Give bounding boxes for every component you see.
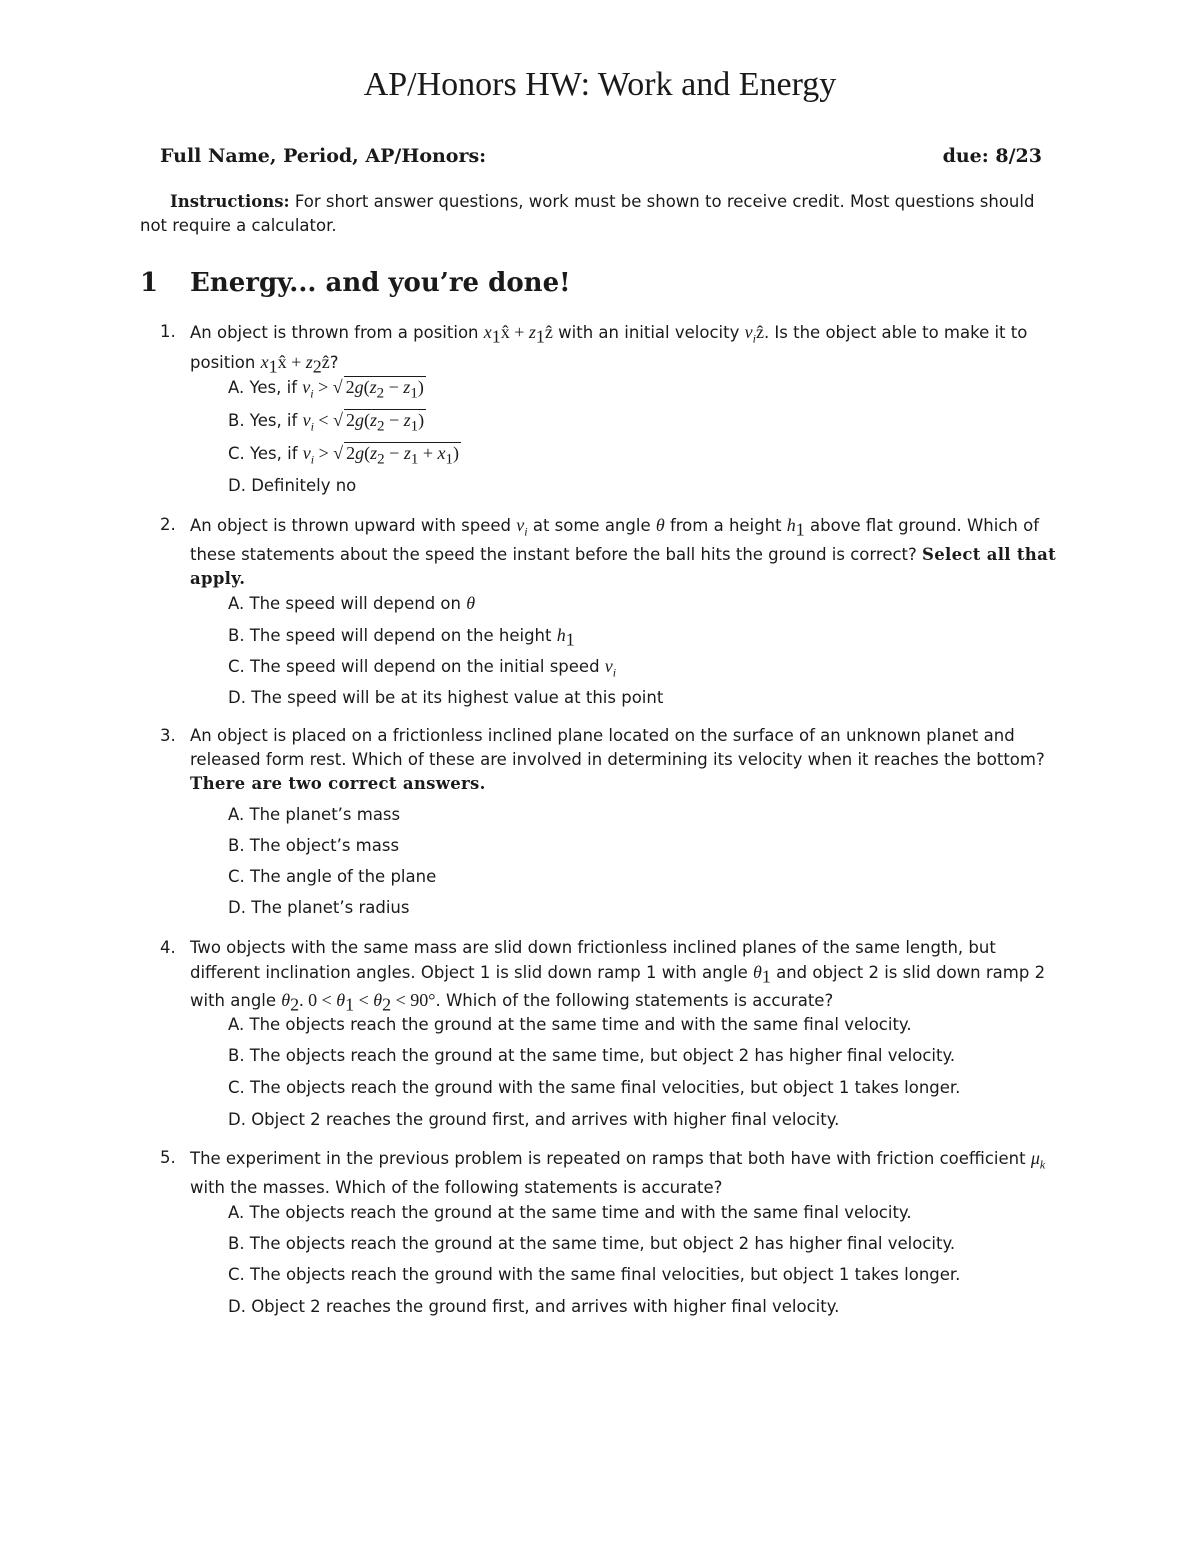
option-4b: B. The objects reach the ground at the same time, but object 2 has higher final velocity. — [228, 1046, 956, 1065]
option-5d: D. Object 2 reaches the ground first, and arrives with higher final velocity. — [228, 1297, 840, 1316]
instructions-label: Instructions: — [170, 192, 290, 211]
option-2d: D. The speed will be at its highest value at this point — [228, 688, 664, 707]
option-2c: C. The speed will depend on the initial speed $v_i$ — [228, 656, 617, 680]
option-4d: D. Object 2 reaches the ground first, and arrives with higher final velocity. — [228, 1110, 840, 1129]
question-1 — [160, 320, 1060, 379]
question-number: 1. — [160, 322, 176, 341]
due-label: due: 8/23 — [942, 145, 1042, 167]
option-5a: A. The objects reach the ground at the same time and with the same final velocity. — [228, 1203, 912, 1222]
option-3a: A. The planet’s mass — [228, 805, 401, 824]
option-3d: D. The planet’s radius — [228, 898, 410, 917]
option-1a: A. Yes, if $v_i$ > √ $2g(z_2 - z_1)$ — [228, 377, 424, 402]
option-3c: C. The angle of the plane — [228, 867, 437, 886]
option-2b: B. The speed will depend on the height $h_1$ — [228, 625, 575, 650]
question-text: An object is placed on a frictionless inclined plane located on the surface of an unknown planet and released form rest. Which of these are involved in determining its velocity when it reaches the bottom? There are two correct answers. — [190, 726, 1045, 793]
section-title: Energy... and you’re done! — [190, 268, 571, 298]
question-number: 3. — [160, 726, 176, 745]
question-5 — [160, 1146, 1060, 1200]
question-2 — [160, 513, 1060, 591]
option-4a: A. The objects reach the ground at the same time and with the same final velocity. — [228, 1015, 912, 1034]
option-1b: B. Yes, if $v_i$ < √ $2g(z_2 - z_1)$ — [228, 410, 425, 435]
question-number: 2. — [160, 515, 176, 534]
instructions-text: For short answer questions, work must be shown to receive credit. Most questions should not require a calculator. — [140, 192, 1035, 235]
question-text: An object is thrown from a position $x_1x̂$ + $z_1ẑ$ with an initial velocity $v_iẑ$. Is the object able to make it to position $x_1x̂$ + $z_2ẑ$? — [190, 322, 1028, 377]
question-text: The experiment in the previous problem is repeated on ramps that both have with friction coefficient $\mu_k$ with the masses. Which of the following statements is accurate? — [190, 1148, 1046, 1198]
question-text: An object is thrown upward with speed $v_i$ at some angle θ from a height $h_1$ above flat ground. Which of these statements about the speed the instant before the ball hits the ground is correct? Select all that apply. — [190, 515, 1057, 589]
option-1c: C. Yes, if $v_i$ > √ $2g(z_2 - z_1 + x_1)$ — [228, 443, 459, 468]
question-4 — [160, 936, 1060, 1017]
question-text: Two objects with the same mass are slid down frictionless inclined planes of the same length, but different inclination angles. Object 1 is slid down ramp 1 with angle $\theta_1$ and object 2 is slid down ramp 2 with angle $\theta_2$. $0 < \theta_1 < \theta_2 < 90^\circ$. Which of the following statements is accurate? — [190, 938, 1046, 1015]
section-heading — [140, 268, 571, 298]
name-label: Full Name, Period, AP/Honors: — [160, 145, 487, 167]
question-number: 5. — [160, 1148, 176, 1167]
option-1d: D. Definitely no — [228, 476, 357, 495]
instructions — [140, 190, 1060, 238]
option-5c: C. The objects reach the ground with the same final velocities, but object 1 takes longer. — [228, 1265, 961, 1284]
option-5b: B. The objects reach the ground at the same time, but object 2 has higher final velocity. — [228, 1234, 956, 1253]
question-3 — [160, 724, 1060, 796]
page-title: AP/Honors HW: Work and Energy — [363, 66, 837, 103]
question-number: 4. — [160, 938, 176, 957]
option-3b: B. The object’s mass — [228, 836, 400, 855]
option-4c: C. The objects reach the ground with the same final velocities, but object 1 takes longer. — [228, 1078, 961, 1097]
section-number: 1 — [140, 268, 159, 298]
option-2a: A. The speed will depend on θ — [228, 593, 476, 613]
